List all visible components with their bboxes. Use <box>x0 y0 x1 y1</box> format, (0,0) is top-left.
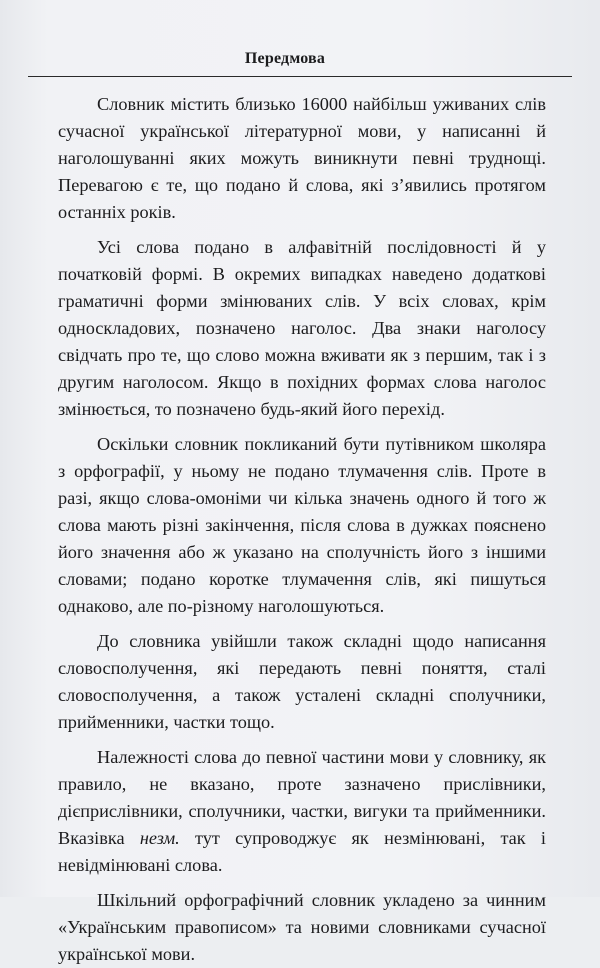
abbreviation-nezm: незм. <box>139 828 180 848</box>
paragraph-intro: Словник містить близько 16000 найбільш уживаних слів сучасної української літературної мови, у написанні й наголошуванні яких можуть виникнути певні труднощі. Перевагою є те, що подано й слова, які з’явились протягом останніх років. <box>58 94 546 222</box>
page-header-title: Передмова <box>244 50 326 67</box>
parts-of-speech-text-end: тут супроводжує як незмінювані, так і невідмінювані слова. <box>58 828 546 875</box>
paragraph-arrangement: Усі слова подано в алфавітній послідовності й у початковій формі. В окремих випадках наведено додаткові граматичні форми змінюваних слів. У всіх словах, крім односкладових, позначено наголос. Два знаки наголосу свідчать про те, що слово можна вживати як з першим, так і з другим наголосом. Якщо в похідних формах слова наголос змінюється, то позначено будь-який його перехід. <box>58 237 546 419</box>
header-divider <box>28 76 572 77</box>
paragraph-parts-of-speech <box>58 744 546 879</box>
parts-of-speech-text-start: Належності слова до певної частини мови у словнику, як правило, не вказано, проте зазначено прислівники, дієприслівники, сполучники, частки, вигуки та прийменники. Вказівка <box>58 747 546 848</box>
paragraph-purpose: Оскільки словник покликаний бути путівником школяра з орфографії, у ньому не подано тлумачення слів. Проте в разі, якщо слова-омоніми чи кілька значень одного й того ж слова мають різні закінчення, після слова в дужках пояснено його значення або ж указано на сполучність його з іншими словами; подано коротке тлумачення слів, які пишуться однаково, але по-різному наголошуються. <box>58 434 546 616</box>
paragraph-phrases: До словника увійшли також складні щодо написання словосполучення, які передають певні поняття, сталі словосполучення, а також усталені складні сполучники, прийменники, частки тощо. <box>58 631 546 732</box>
paragraph-sources: Шкільний орфографічний словник укладено за чинним «Українським правописом» та новими словниками сучасної української мови. <box>58 890 546 964</box>
preface-body <box>58 91 546 968</box>
